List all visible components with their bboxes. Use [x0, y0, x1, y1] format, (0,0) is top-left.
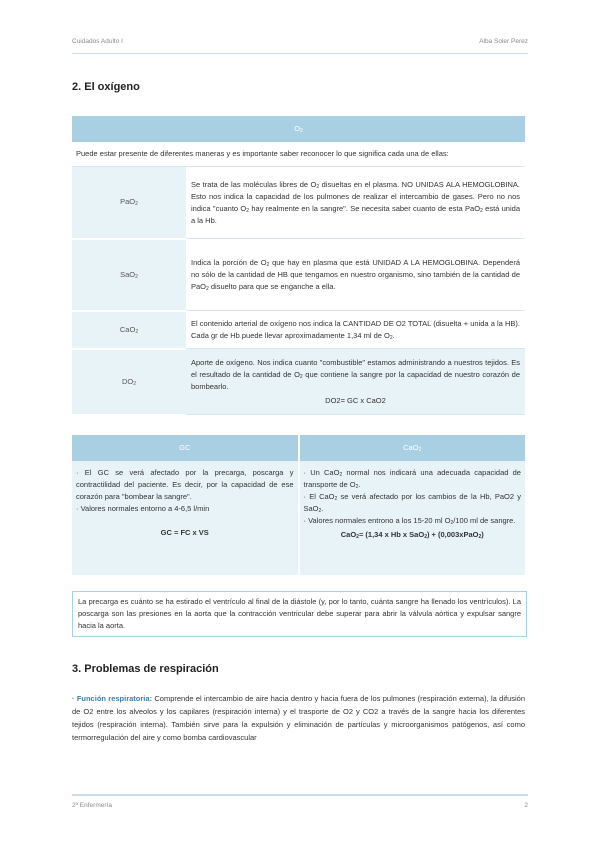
gc-header: GC [72, 435, 299, 461]
header-divider [72, 53, 528, 54]
row-label-sao2: SaO$_2$ [72, 239, 186, 311]
footer-divider [72, 794, 528, 796]
row-label-cao2: CaO$_2$ [72, 311, 186, 349]
row-desc-do2: Aporte de oxígeno. Nos indica cuanto "combustible" estamos administrando a nuestros tejidos. Es el resultado de la cantidad de $O_2$ que contiene la sangre por la capacidad de nuestro corazón de bombearlo. DO2= GC x CaO2 [186, 349, 525, 415]
respiratory-function-keyword: · Función respiratoria: [72, 694, 153, 703]
do2-formula: DO2= GC x CaO2 [325, 395, 386, 405]
cao2-header: CaO$_2$ [299, 435, 526, 461]
page-number: 2 [524, 802, 528, 809]
row-label-do2: $DO_2$ [72, 349, 186, 415]
oxygen-table-intro: Puede estar presente de diferentes maneras y es importante saber reconocer lo que significa cada una de ellas: [72, 142, 525, 167]
section-title-respiration: 3. Problemas de respiración [72, 663, 219, 675]
header-course: Cuidados Adulto I [72, 38, 123, 45]
oxygen-table-header: $O_2$ [72, 116, 525, 142]
gc-content [72, 461, 299, 575]
row-label-pao2: PaO$_2$ [72, 167, 186, 239]
gc-values: · Valores normales entorno a 4-6,5 l/min [76, 504, 210, 513]
cao2-line2: · El CaO$_2$ se verá afectado por los cambios de la Hb, PaO2 y SaO$_2$. [303, 492, 521, 514]
cao2-formula: CaO$_2$= (1,34 x Hb x SaO$_2$) + (0,003xPaO$_2$) [340, 530, 484, 540]
gc-text: · El GC se verá afectado por la precarga, poscarga y contractilidad del paciente. Es decir, por la capacidad de ese corazón para "bombear la sangre". [76, 468, 294, 501]
respiratory-function-paragraph [72, 692, 525, 744]
cao2-content [299, 461, 526, 575]
oxygen-table [72, 116, 525, 416]
footer-course-year: 2º Enfermería [72, 802, 112, 809]
gc-cao2-table [72, 435, 525, 575]
respiratory-function-text: Comprende el intercambio de aire hacia dentro y hacia fuera de los pulmones (respiración externa), la difusión de O2 entre los alveolos y los capilares (respiración interna) y el trasporte de O2 y CO2 a través de la sangre hacia los diferentes tejidos (respiración interna). También sirve para la expulsión y eliminación de partículas y microorganismos patógenos, así como termorregulación del aire y como bomba cardiovascular [72, 694, 525, 742]
preload-afterload-note: La precarga es cuánto se ha estirado el ventrículo al final de la diástole (y, por lo tanto, cuánta sangre ha llenado los ventrículos). La poscarga son las presiones en la aorta que la contracción ventricular debe superar para abrir la válvula aórtica y expulsar sangre hacia la aorta. [72, 591, 527, 637]
gc-formula: GC = FC x VS [160, 528, 209, 537]
cao2-line3: · Valores normales entrono a los 15-20 ml $O_2/100$ ml de sangre. [303, 516, 516, 526]
row-desc-cao2: El contenido arterial de oxígeno nos indica la CANTIDAD DE O2 TOTAL (disuelta + unida a la HB). Cada gr de Hb puede llevar aproximadamente 1,34 ml de $O_2$. [186, 311, 525, 349]
section-title-oxygen: 2. El oxígeno [72, 81, 140, 93]
row-desc-pao2: Se trata de las moléculas libres de $O_2$ disueltas en el plasma. NO UNIDAS ALA HEMOGLOBINA. Esto nos indica la capacidad de los pulmones de realizar el intercambio de gases. Pero no nos indica "cuanto $O_2$ hay realmente en la sangre". Se necesita saber cuanto de esta PaO$_2$ está unida a la Hb. [186, 167, 525, 239]
header-author: Alba Soler Perez [479, 38, 528, 45]
row-desc-sao2: Indica la porción de $O_2$ que hay en plasma que está UNIDAD A LA HEMOGLOBINA. Dependerá no sólo de la cantidad de HB que tengamos en nuestro organismo, sino también de la cantidad de PaO$_2$ disuelto para que se enganche a ella. [186, 239, 525, 311]
cao2-line1: · Un CaO$_2$ normal nos indicará una adecuada capacidad de transporte de $O_2$. [303, 468, 521, 490]
